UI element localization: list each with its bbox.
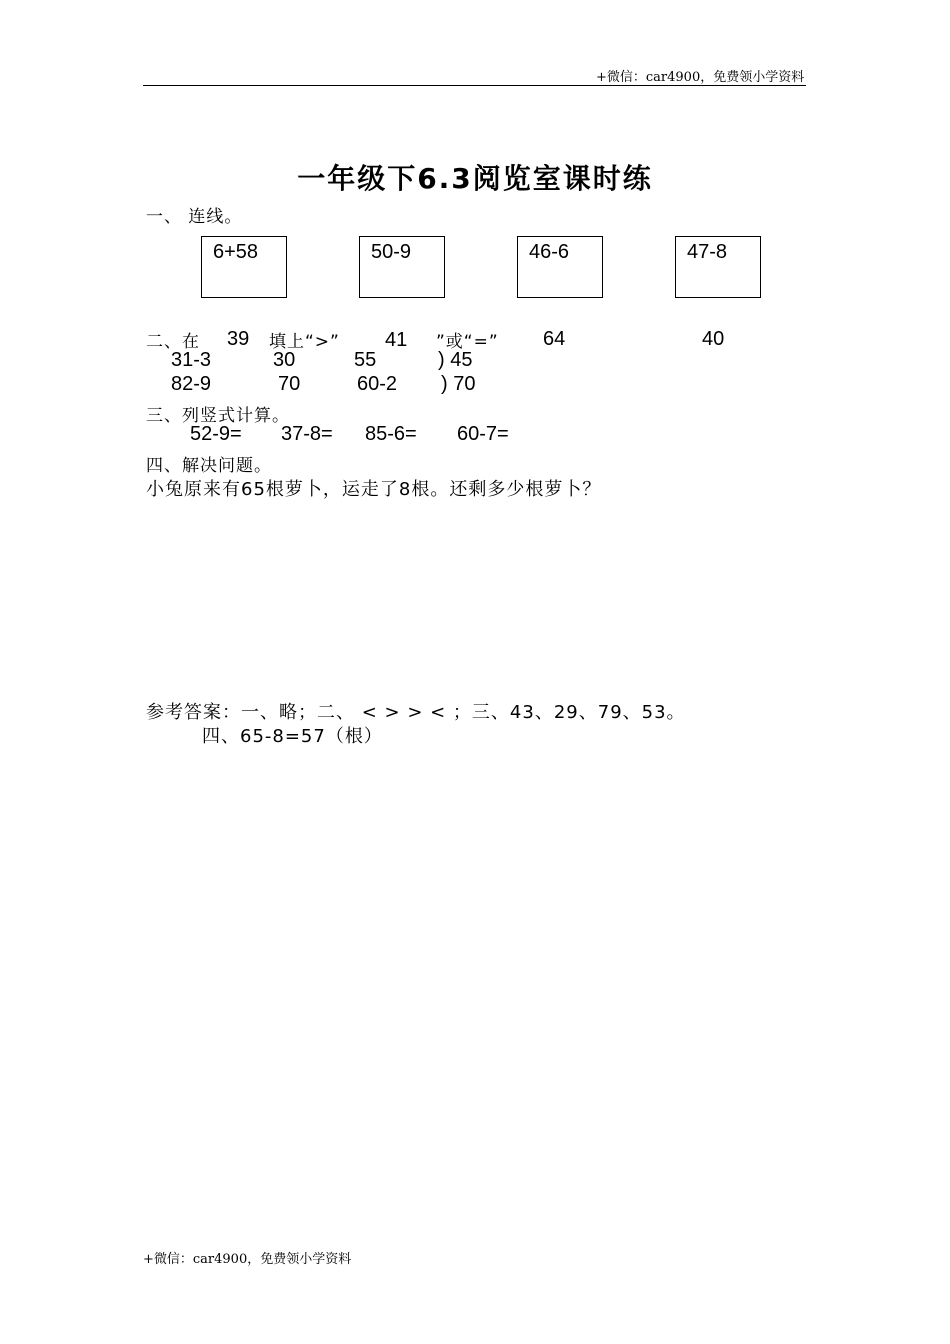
vertical-calc-4: 60-7= bbox=[457, 423, 509, 445]
section3-heading: 三、列竖式计算。 bbox=[146, 406, 290, 426]
header-watermark: +微信：car4900，免费领小学资料 bbox=[596, 70, 805, 85]
match-box-3: 46-6 bbox=[517, 236, 603, 298]
compare-row2-b: 70 bbox=[278, 373, 301, 395]
compare-row2-d: ) 70 bbox=[441, 373, 476, 395]
vertical-calc-2: 37-8= bbox=[281, 423, 333, 445]
word-problem: 小兔原来有65根萝卜，运走了8根。还剩多少根萝卜？ bbox=[146, 479, 602, 500]
vertical-calc-1: 52-9= bbox=[190, 423, 242, 445]
answer-key-line1: 参考答案：一、略；二、 < > > < ；三、43、29、79、53。 bbox=[146, 702, 686, 723]
compare-row2-a: 82-9 bbox=[171, 373, 212, 395]
header-divider bbox=[143, 85, 806, 86]
section2-heading-part1: 二、在 bbox=[146, 332, 200, 352]
compare-row1-b: 30 bbox=[273, 349, 296, 371]
footer-watermark: +微信：car4900，免费领小学资料 bbox=[143, 1252, 352, 1267]
target-number-3: 64 bbox=[543, 328, 566, 350]
compare-row1-a: 31-3 bbox=[171, 349, 212, 371]
match-box-4: 47-8 bbox=[675, 236, 761, 298]
section2-heading-part2: 填上“>” bbox=[269, 332, 340, 352]
section2-heading-part3: ”或“=” bbox=[436, 332, 499, 352]
section1-heading: 一、 连线。 bbox=[146, 207, 243, 227]
answer-key-line2: 四、65-8=57（根） bbox=[202, 726, 383, 747]
target-number-2: 41 bbox=[385, 329, 408, 351]
compare-row1-c: 55 bbox=[354, 349, 377, 371]
match-box-2: 50-9 bbox=[359, 236, 445, 298]
vertical-calc-3: 85-6= bbox=[365, 423, 417, 445]
page-title: 一年级下6.3阅览室课时练 bbox=[297, 162, 653, 195]
compare-row2-c: 60-2 bbox=[357, 373, 398, 395]
target-number-1: 39 bbox=[227, 328, 250, 350]
target-number-4: 40 bbox=[702, 328, 725, 350]
section4-heading: 四、解决问题。 bbox=[146, 456, 272, 476]
match-box-1: 6+58 bbox=[201, 236, 287, 298]
compare-row1-d: ) 45 bbox=[438, 349, 473, 371]
